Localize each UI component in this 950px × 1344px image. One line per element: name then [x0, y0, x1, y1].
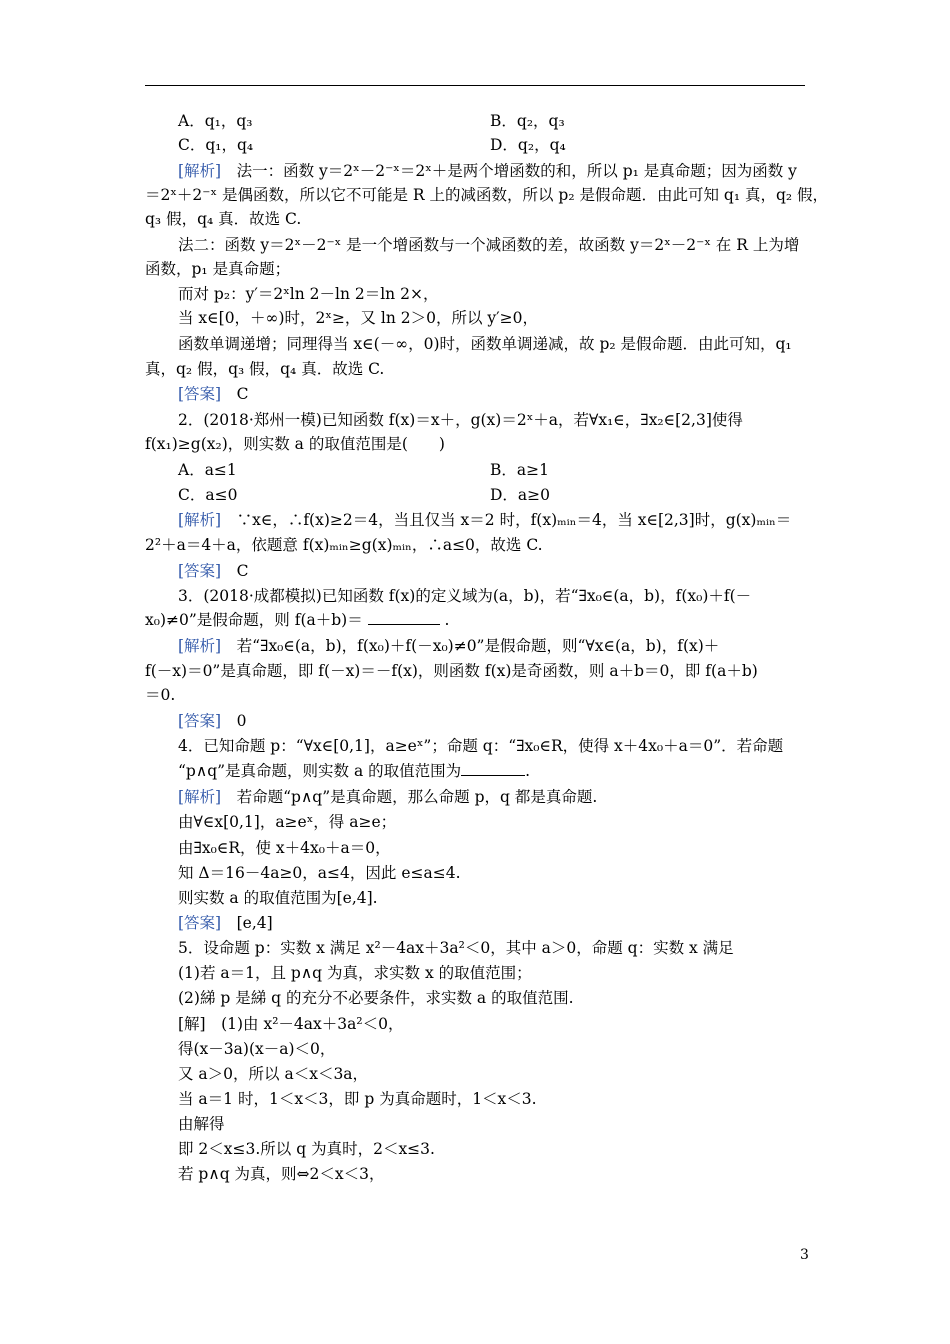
text-line: [178, 134, 253, 156]
line-text: x₀)≠0”是假命题，则 f(a＋b)＝: [145, 611, 368, 629]
answer-blank: [461, 761, 525, 776]
text-line: [178, 837, 391, 859]
line-text: 真，q₂ 假，q₃ 假，q₄ 真．故选 C.: [145, 360, 385, 378]
text-line: [178, 1013, 403, 1035]
line-text: 2²＋a＝4＋a，依题意 f(x)ₘᵢₙ≥g(x)ₘᵢₙ，∴a≤0，故选 C.: [145, 536, 543, 554]
annotated-line: [178, 710, 246, 732]
line-text: 0: [221, 712, 247, 730]
line-text: 由∃x₀∈R，使 x＋4x₀＋a＝0，: [178, 839, 391, 857]
text-line: [178, 735, 783, 757]
line-text: 5．设命题 p：实数 x 满足 x²－4ax＋3a²＜0，其中 a＞0，命题 q：实数 x 满足: [178, 939, 734, 957]
section-tag: [答案]: [178, 562, 222, 580]
line-text: 函数，p₁ 是真命题；: [145, 260, 291, 278]
text-line: [145, 609, 449, 631]
text-line: [178, 1088, 537, 1110]
annotated-line: [178, 560, 248, 582]
line-text: D．q₂，q₄: [490, 136, 566, 154]
section-tag: [解析]: [178, 162, 222, 180]
text-line: [145, 684, 175, 706]
line-text: 3．(2018·成都模拟)已知函数 f(x)的定义域为(a，b)，若“∃x₀∈(a，b)，f(x₀)＋f(－: [178, 587, 752, 605]
line-text: C: [221, 385, 249, 403]
line-text: 又 a＞0，所以 a＜x＜3a，: [178, 1065, 369, 1083]
line-text: f(－x)＝0”是真命题，即 f(－x)＝－f(x)，则函数 f(x)是奇函数，则 a＋b＝0，即 f(a＋b): [145, 662, 758, 680]
text-line: [178, 987, 574, 1009]
text-line: [178, 333, 792, 355]
line-text: C．q₁，q₄: [178, 136, 254, 154]
text-line: [145, 184, 828, 206]
line-text: 而对 p₂：y′＝2ˣln 2－ln 2＝ln 2×，: [178, 285, 439, 303]
section-tag: [解析]: [178, 511, 222, 529]
annotated-line: [178, 635, 719, 657]
section-tag: [答案]: [178, 385, 222, 403]
line-text: 即 2＜x≤3.所以 q 为真时，2＜x≤3.: [178, 1140, 435, 1158]
line-text: 若“∃x₀∈(a，b)，f(x₀)＋f(－x₀)≠0”是假命题，则“∀x∈(a，b)，f(x)＋: [221, 637, 720, 655]
text-line: [178, 1163, 385, 1185]
answer-blank: [368, 610, 440, 625]
line-text: [e,4]: [221, 914, 273, 932]
line-text: 得(x－3a)(x－a)＜0，: [178, 1040, 336, 1058]
line-text: q₃ 假，q₄ 真．故选 C.: [145, 210, 302, 228]
text-line: [145, 358, 384, 380]
line-text: 4．已知命题 p：“∀x∈[0,1]，a≥eˣ”；命题 q：“∃x₀∈R，使得 x＋4x₀＋a＝0”．若命题: [178, 737, 784, 755]
line-text: A．q₁，q₃: [178, 112, 253, 130]
line-text: C: [221, 562, 249, 580]
text-line: [490, 110, 565, 132]
line-text: ∵x∈，∴f(x)≥2＝4，当且仅当 x＝2 时，f(x)ₘᵢₙ＝4，当 x∈[2,3]时，g(x)ₘᵢₙ＝: [221, 511, 792, 529]
line-text: [解] (1)由 x²－4ax＋3a²＜0，: [178, 1015, 404, 1033]
page-number: 3: [800, 1247, 809, 1263]
line-text: D．a≥0: [490, 486, 551, 504]
text-line: [178, 1113, 225, 1135]
line-text: 若命题“p∧q”是真命题，那么命题 p，q 都是真命题.: [221, 788, 598, 806]
line-text: A．a≤1: [178, 461, 237, 479]
text-line: [145, 433, 445, 455]
line-text: B．a≥1: [490, 461, 549, 479]
text-line: [178, 862, 461, 884]
line-suffix: .: [439, 611, 450, 629]
text-line: [178, 962, 532, 984]
line-text: ＝2ˣ＋2⁻ˣ 是偶函数，所以它不可能是 R 上的减函数，所以 p₂ 是假命题．由此可知 q₁ 真，q₂ 假，: [145, 186, 829, 204]
line-text: 法二：函数 y＝2ˣ－2⁻ˣ 是一个增函数与一个减函数的差，故函数 y＝2ˣ－2⁻ˣ 在 R 上为增: [178, 236, 800, 254]
header-rule: [145, 85, 805, 86]
text-line: [178, 1138, 435, 1160]
text-line: [178, 937, 734, 959]
text-line: [178, 110, 252, 132]
annotated-line: [178, 912, 273, 934]
text-line: [178, 887, 378, 909]
text-line: [178, 1063, 368, 1085]
line-text: 当 a＝1 时，1＜x＜3，即 p 为真命题时，1＜x＜3.: [178, 1090, 537, 1108]
text-line: [145, 208, 301, 230]
section-tag: [答案]: [178, 914, 222, 932]
line-text: 由∀∈x[0,1]，a≥eˣ，得 a≥e；: [178, 813, 397, 831]
section-tag: [解析]: [178, 637, 222, 655]
annotated-line: [178, 786, 597, 808]
text-line: [178, 283, 438, 305]
line-text: 法一：函数 y＝2ˣ－2⁻ˣ＝2ˣ＋是两个增函数的和，所以 p₁ 是真命题；因为函数 y: [221, 162, 797, 180]
annotated-line: [178, 383, 248, 405]
text-line: [178, 484, 237, 506]
text-line: [145, 660, 758, 682]
line-text: ＝0.: [145, 686, 176, 704]
text-line: [145, 534, 543, 556]
text-line: [178, 760, 530, 782]
annotated-line: [178, 160, 797, 182]
line-text: 知 Δ＝16－4a≥0，a≤4，因此 e≤a≤4.: [178, 864, 461, 882]
text-line: [178, 307, 538, 329]
text-line: [490, 134, 566, 156]
text-line: [178, 1038, 335, 1060]
line-text: 2．(2018·郑州一模)已知函数 f(x)＝x＋，g(x)＝2ˣ＋a，若∀x₁∈，∃x₂∈[2,3]使得: [178, 411, 743, 429]
line-text: 当 x∈[0，＋∞)时，2ˣ≥，又 ln 2＞0，所以 y′≥0，: [178, 309, 538, 327]
section-tag: [解析]: [178, 788, 222, 806]
text-line: [490, 459, 549, 481]
line-text: 若 p∧q 为真，则⇔2＜x＜3，: [178, 1165, 385, 1183]
text-line: [178, 585, 751, 607]
line-text: C．a≤0: [178, 486, 238, 504]
line-text: 则实数 a 的取值范围为[e,4].: [178, 889, 378, 907]
text-line: [490, 484, 550, 506]
line-text: (1)若 a＝1，且 p∧q 为真，求实数 x 的取值范围；: [178, 964, 532, 982]
text-line: [178, 234, 799, 256]
line-text: f(x₁)≥g(x₂)，则实数 a 的取值范围是( ): [145, 435, 445, 453]
line-suffix: .: [525, 762, 531, 780]
line-text: B．q₂，q₃: [490, 112, 565, 130]
text-line: [145, 258, 290, 280]
text-line: [178, 811, 396, 833]
text-line: [178, 409, 743, 431]
annotated-line: [178, 509, 791, 531]
section-tag: [答案]: [178, 712, 222, 730]
line-text: 由解得: [178, 1115, 225, 1133]
line-text: 函数单调递增；同理得当 x∈(－∞，0)时，函数单调递减，故 p₂ 是假命题．由此可知，q₁: [178, 335, 792, 353]
line-text: “p∧q”是真命题，则实数 a 的取值范围为: [178, 762, 462, 780]
text-line: [178, 459, 237, 481]
line-text: (2)綈 p 是綈 q 的充分不必要条件，求实数 a 的取值范围.: [178, 989, 574, 1007]
